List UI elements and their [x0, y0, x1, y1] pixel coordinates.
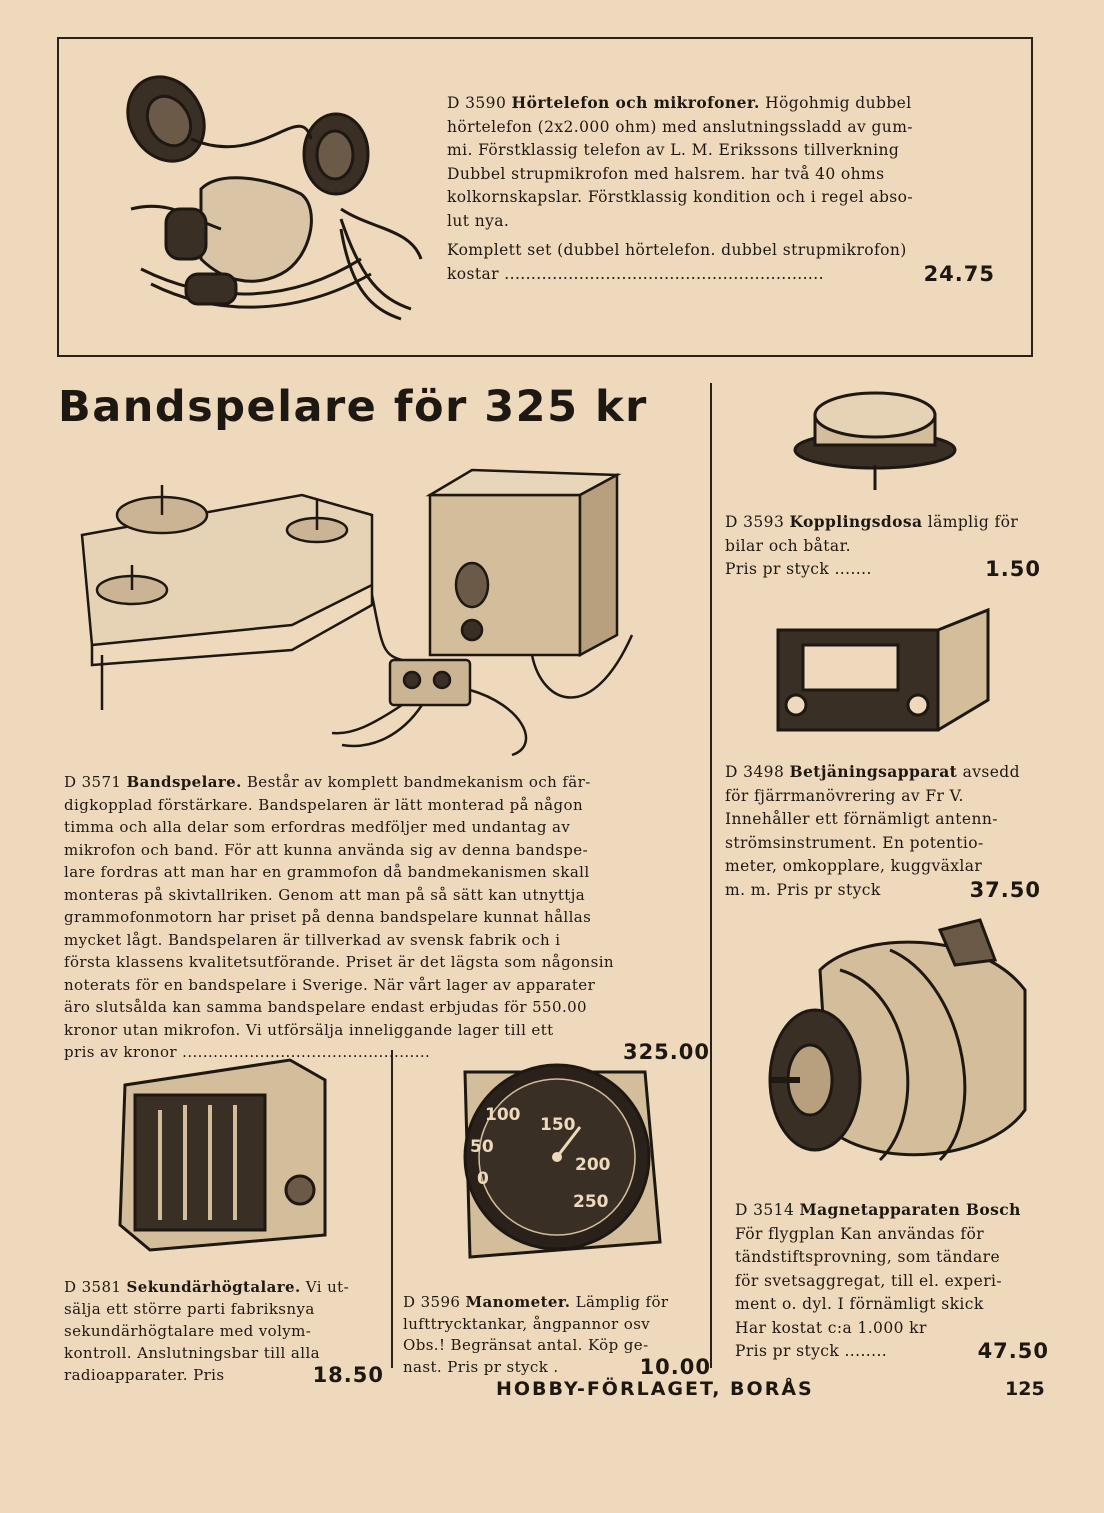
item-title: Manometer. [465, 1293, 571, 1311]
price-label: kostar [447, 264, 499, 283]
text-line: äro slutsålda kan samma bandspelare endast erbjudas för 550.00 [64, 998, 588, 1016]
dial-number: 200 [575, 1155, 611, 1175]
text-line: lämplig för [927, 513, 1019, 531]
item-code: D 3593 [725, 513, 785, 531]
text-line: lut nya. [447, 211, 510, 230]
tape-recorder-description: D 3571 Bandspelare. Består av komplett bandmekanism och fär- digkopplad förstärkare. Bandspelaren är lätt monterad på någon timma och alla delar som erfordras medföljer med undantag av mikrofon och band. För att kunna använda sig av denna bandspe- lare fordras att man har en grammofon då bandmekanismen skall monteras på skivtallriken. Genom att man på så sätt kan utnyttja grammofonmotorn har priset på denna bandspelare kunnat hållas mycket lågt. Bandspelaren är tillverkad av svensk fabrik och i första klassens kvalitetsutförande. Priset är det lägsta som någonsin noterats för en bandspelare i Sverige. När vårt lager av apparater äro slutsålda kan samma bandspelare endast erbjudas för 550.00 kronor utan mikrofon. Vi utförsälja inneliggande lager till ett 325.00 pris av kronor ................................................ [64, 773, 710, 1064]
item-code: D 3514 [735, 1201, 795, 1219]
dial-number: 250 [573, 1192, 609, 1212]
text-line: mikrofon och band. För att kunna använda sig av denna bandspe- [64, 840, 589, 859]
text-line: strömsinstrument. En potentio- [725, 833, 984, 852]
dial-number: 150 [540, 1115, 576, 1135]
text-line: Innehåller ett förnämligt antenn- [725, 810, 998, 828]
junction-box-illustration [790, 385, 960, 495]
headphones-description: D 3590 Hörtelefon och mikrofoner. Högohmig dubbel hörtelefon (2x2.000 ohm) med anslutningssladd av gum- mi. Förstklassig telefon av L. M. Erikssons tillverkning Dubbel strupmikrofon med halsrem. har två 40 ohms kolkornskapslar. Förstklassig kondition och i regel abso- lut nya. Komplett set (dubbel hörtelefon. dubbel strupmikrofon) 24.75 kostar ............................................................ [447, 93, 995, 286]
text-line: Består av komplett bandmekanism och fär- [246, 773, 591, 791]
price-label: pris av kronor [64, 1043, 177, 1061]
speaker-description [64, 1276, 384, 1386]
text-line: kolkornskapslar. Förstklassig kondition och i regel abso- [447, 188, 914, 206]
text-line: bilar och båtar. [725, 536, 852, 555]
price: 1.50 [985, 558, 1041, 581]
text-line: sekundärhögtalare med volym- [64, 1322, 312, 1340]
text-line: avsedd [962, 763, 1020, 781]
text-line: Vi ut- [305, 1278, 350, 1296]
text-line: timma och alla delar som erfordras medföljer med undantag av [64, 818, 571, 836]
top-advert-box [57, 37, 1033, 357]
text-line: första klassens kvalitetsutförande. Priset är det lägsta som någonsin [64, 953, 614, 971]
dial-number: 100 [485, 1105, 521, 1125]
item-title: Sekundärhögtalare. [126, 1278, 301, 1296]
price: 24.75 [923, 262, 995, 286]
price-label: Pris pr styck [725, 560, 830, 578]
dial-number: 0 [477, 1169, 489, 1189]
page-number: 125 [1005, 1378, 1045, 1400]
text-line: digkopplad förstärkare. Bandspelaren är lätt monterad på någon [64, 795, 584, 814]
headline: Bandspelare för 325 kr [58, 382, 648, 432]
text-line: lare fordras att man har en grammofon då bandmekanismen skall [64, 863, 590, 881]
speaker-illustration [110, 1045, 340, 1260]
text-line: mi. Förstklassig telefon av L. M. Erikssons tillverkning [447, 141, 900, 159]
price: 10.00 [639, 1356, 711, 1378]
text-line: grammofonmotorn har priset på denna bandspelare kunnat hållas [64, 908, 592, 926]
text-line: sälja ett större parti fabriksnya [64, 1300, 315, 1318]
text-line: för svetsaggregat, till el. experi- [735, 1271, 1003, 1290]
text-line: kronor utan mikrofon. Vi utförsälja inneliggande lager till ett [64, 1020, 554, 1039]
text-line: Högohmig dubbel [765, 94, 912, 112]
price-label: nast. Pris pr styck [403, 1357, 549, 1376]
item-code: D 3498 [725, 763, 785, 781]
price: 37.50 [969, 878, 1041, 902]
text-line: kontroll. Anslutningsbar till alla [64, 1344, 320, 1362]
junction-box-description: D 3593 Kopplingsdosa lämplig för bilar och båtar. 1.50 Pris pr styck ....... [725, 512, 1041, 581]
control-unit-illustration [768, 600, 993, 740]
text-line: meter, omkopplare, kuggväxlar [725, 857, 983, 875]
text-line: Har kostat c:a 1.000 kr [735, 1318, 927, 1337]
price-label: radioapparater. Pris [64, 1366, 225, 1384]
price-label: m. m. Pris pr styck [725, 880, 881, 899]
text-line: För flygplan Kan användas för [735, 1224, 985, 1243]
text-line: noterats för en bandspelare i Sverige. När vårt lager av apparater [64, 975, 596, 994]
text-line: tändstiftsprovning, som tändare [735, 1248, 1001, 1266]
manometer-description: D 3596 Manometer. Lämplig för lufttrycktankar, ångpannor osv Obs.! Begränsat antal. Köp ge- 10.00 nast. Pris pr styck . [403, 1293, 711, 1378]
text-line: hörtelefon (2x2.000 ohm) med anslutningssladd av gum- [447, 117, 913, 136]
dial-number: 50 [470, 1137, 494, 1157]
text-line: mycket lågt. Bandspelaren är tillverkad av svensk fabrik och i [64, 930, 561, 949]
item-title: Kopplingsdosa [789, 512, 923, 531]
text-line: monteras på skivtallriken. Genom att man på så sätt kan utnyttja [64, 885, 586, 904]
text-line: Komplett set (dubbel hörtelefon. dubbel strupmikrofon) [447, 241, 907, 259]
column-divider [710, 383, 712, 1368]
item-title: Magnetapparaten Bosch [799, 1200, 1021, 1219]
price-label: Pris pr styck [735, 1342, 840, 1360]
text-line: Dubbel strupmikrofon med halsrem. har två 40 ohms [447, 164, 885, 183]
item-code: D 3596 [403, 1293, 461, 1311]
publisher-footer: HOBBY-FÖRLAGET, BORÅS [496, 1378, 814, 1400]
text-line: ment o. dyl. I förnämligt skick [735, 1295, 984, 1313]
price: 325.00 [622, 1041, 710, 1064]
headset-microphone-illustration [111, 59, 431, 334]
price: 47.50 [977, 1340, 1049, 1363]
magneto-illustration [760, 910, 1045, 1185]
item-title: Hörtelefon och mikrofoner. [511, 93, 760, 112]
tape-recorder-illustration [72, 455, 672, 765]
magneto-description: D 3514 Magnetapparaten Bosch För flygplan Kan användas för tändstiftsprovning, som tändare för svetsaggregat, till el. experi- ment o. dyl. I förnämligt skick Har kostat c:a 1.000 kr 47.50 Pris pr styck ........ [735, 1200, 1049, 1363]
price: 18.50 [312, 1364, 384, 1386]
item-title: Betjäningsapparat [789, 762, 958, 781]
control-unit-description [725, 760, 1041, 902]
text-line: Obs.! Begränsat antal. Köp ge- [403, 1336, 649, 1354]
item-code: D 3571 [64, 773, 122, 791]
item-code: D 3590 [447, 94, 507, 112]
text-line: för fjärrmanövrering av Fr V. [725, 786, 964, 805]
item-code: D 3581 [64, 1278, 122, 1296]
item-title: Bandspelare. [126, 773, 242, 791]
manometer-illustration [445, 1042, 670, 1277]
column-divider [391, 1050, 393, 1368]
text-line: Lämplig för [575, 1293, 669, 1311]
text-line: lufttrycktankar, ångpannor osv [403, 1314, 651, 1333]
